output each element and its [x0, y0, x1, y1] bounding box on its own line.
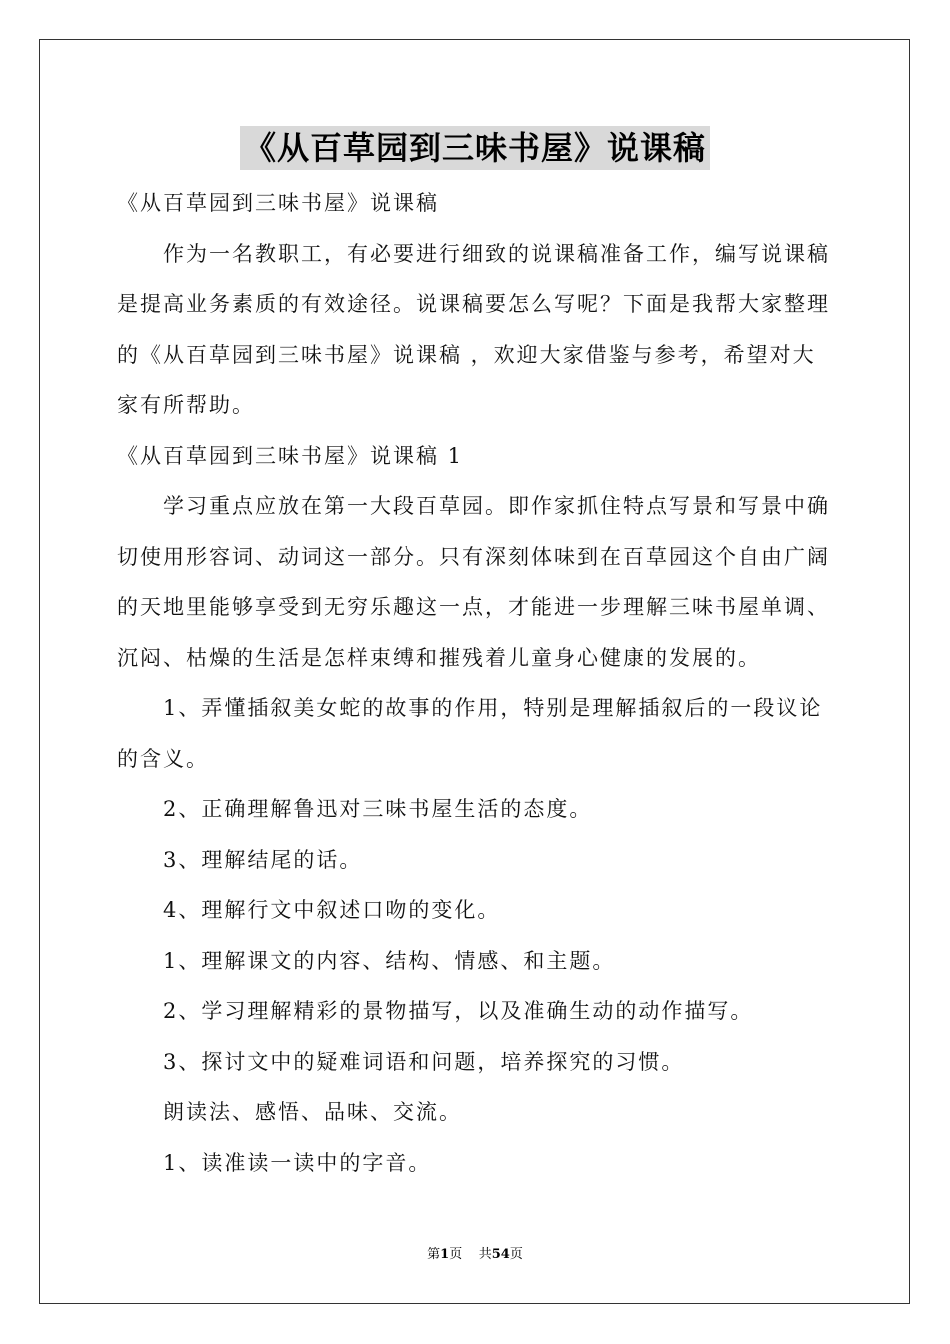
page-footer: [0, 1246, 950, 1264]
paragraph: 1、理解课文的内容、结构、情感、和主题。: [163, 948, 616, 973]
title-container: [0, 126, 950, 170]
paragraph: 《从百草园到三味书屋》说课稿: [117, 191, 439, 215]
total-prefix: 共: [478, 1247, 492, 1262]
paragraph: 1、弄懂插叙美女蛇的故事的作用，特别是理解插叙后的一段议论的含义。: [117, 696, 823, 771]
paragraph: 1、读准读一读中的字音。: [163, 1150, 432, 1175]
document-body: [117, 178, 837, 1188]
paragraph: 作为一名教职工，有必要进行细致的说课稿准备工作，编写说课稿是提高业务素质的有效途径。说课稿要怎么写呢？下面是我帮大家整理的《从百草园到三味书屋》说课稿 ，欢迎大家借鉴与参考，希望对大家有所帮助。: [117, 241, 830, 417]
page-prefix: 第: [427, 1247, 441, 1262]
paragraph: 《从百草园到三味书屋》说课稿 1: [117, 443, 464, 468]
total-pages: 54: [491, 1247, 510, 1262]
paragraph: 2、正确理解鲁迅对三味书屋生活的态度。: [163, 797, 593, 821]
paragraph: 3、理解结尾的话。: [163, 847, 363, 872]
page-suffix: 页: [449, 1247, 463, 1262]
total-suffix: 页: [509, 1247, 523, 1262]
paragraph: 4、理解行文中叙述口吻的变化。: [163, 898, 501, 922]
paragraph: 3、探讨文中的疑难词语和问题，培养探究的习惯。: [163, 1049, 685, 1074]
document-title: 《从百草园到三味书屋》说课稿: [240, 126, 710, 170]
page-number: 1: [440, 1247, 450, 1262]
paragraph: 学习重点应放在第一大段百草园。即作家抓住特点写景和写景中确切使用形容词、动词这一部分。只有深刻体味到在百草园这个自由广阔的天地里能够享受到无穷乐趣这一点，才能进一步理解三味书屋单调、沉闷、枯燥的生活是怎样束缚和摧残着儿童身心健康的发展的。: [117, 494, 830, 670]
paragraph: 朗读法、感悟、品味、交流。: [163, 1100, 462, 1124]
paragraph: 2、学习理解精彩的景物描写，以及准确生动的动作描写。: [163, 999, 754, 1023]
